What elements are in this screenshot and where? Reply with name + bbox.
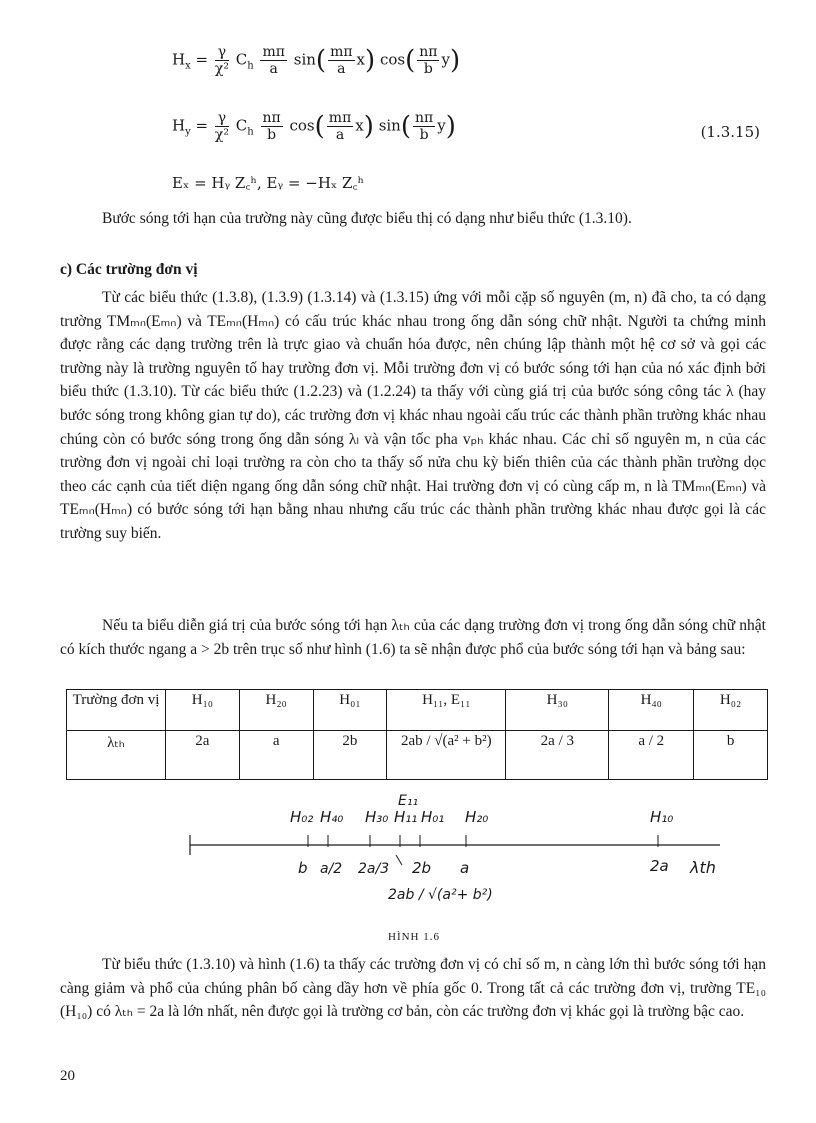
eq-hx-c-sub: h <box>247 60 254 72</box>
eq-hx-arg2-num: nπ <box>419 44 438 60</box>
equation-number: (1.3.15) <box>700 123 760 141</box>
label-h10: H₁₀ <box>650 808 674 826</box>
cutoff-table <box>66 689 768 780</box>
label-h11: H₁₁ <box>394 808 418 826</box>
table-cell: b <box>694 731 768 780</box>
label-h02: H₀₂ <box>290 808 314 826</box>
eq-hx-arg1-num: mπ <box>330 44 353 60</box>
eq-hy-arg2-den: b <box>419 127 429 143</box>
eq-hx-f1 <box>260 44 286 77</box>
eq-hy-paren-close-1: ) <box>363 111 374 142</box>
eq-hx-equals: = <box>195 50 209 69</box>
pointer-2ab <box>396 855 402 865</box>
eq-hy-coef-num: γ <box>215 110 229 127</box>
eq-hy-c-sub: h <box>247 126 254 138</box>
label-h20: H₂₀ <box>465 808 489 826</box>
eq-hx-f1-num: mπ <box>262 44 285 60</box>
label-b: b <box>298 859 308 877</box>
table-value-row <box>67 731 768 780</box>
equation-hx <box>172 44 460 77</box>
eq-hy-paren-close-2: ) <box>445 111 456 142</box>
label-h01: H₀₁ <box>421 808 445 826</box>
eq-hy-arg2-num: nπ <box>415 110 434 126</box>
paragraph-3: Nếu ta biểu diễn giá trị của bước sóng tới hạn λₜₕ của các dạng trường đơn vị trong ống dẫn sóng chữ nhật có kích thước ngang a > 2b trên trục số như hình (1.6) ta sẽ nhận được phổ của bước sóng tới hạn và bảng sau: <box>60 617 766 658</box>
table-cell: 2ab / √(a² + b²) <box>387 731 506 780</box>
eq-hx-sin: sin <box>293 50 316 69</box>
label-h40: H₄₀ <box>320 808 344 826</box>
eq-hx-paren-open-1: ( <box>315 45 327 76</box>
paragraph-4: Từ biểu thức (1.3.10) và hình (1.6) ta thấy các trường đơn vị có chỉ số m, n càng lớn thì bước sóng tới hạn càng giảm và phổ của chúng phân bố càng dầy hơn về phía gốc 0. Trong tất cả các trường đơn vị, trường TE₁₀ (H₁₀) có λₜₕ = 2a là lớn nhất, nên được gọi là trường cơ bản, còn các trường đơn vị khác gọi là trường bậc cao. <box>60 956 766 1021</box>
eq-hx-y: y <box>441 50 450 69</box>
table-cell: a / 2 <box>609 731 694 780</box>
table-cell: 2a <box>166 731 240 780</box>
eq-hy-paren-open-1: ( <box>314 111 325 142</box>
table-header-cell: H₁₀ <box>166 690 240 731</box>
table-header-row <box>67 690 768 731</box>
spectrum-figure <box>180 785 740 925</box>
paragraph-1: Bước sóng tới hạn của trường này cũng được biểu thị có dạng như biểu thức (1.3.10). <box>102 210 632 227</box>
table-cell: 2b <box>313 731 387 780</box>
eq-hy-arg1-den: a <box>335 127 345 143</box>
eq-hx-f1-den: a <box>269 61 278 77</box>
table-header-cell: H₄₀ <box>609 690 694 731</box>
equation-hy <box>172 110 456 143</box>
eq-hx-arg2 <box>417 44 439 77</box>
eq-hx-arg2-den: b <box>423 61 433 77</box>
paragraph-2: Từ các biểu thức (1.3.8), (1.3.9) (1.3.14) và (1.3.15) ứng với mỗi cặp số nguyên (m, n) đã cho, ta có dạng trường TMₘₙ(Eₘₙ) và TEₘₙ(Hₘₙ) có cấu trúc khác nhau trong ống dẫn sóng chữ nhật. Người ta chứng minh được rằng các dạng trường trên là trực giao và chuẩn hóa được, nên chúng lập thành một hệ cơ sở và gọi các trường này là trường nguyên tố hay trường đơn vị. Mỗi trường đơn vị có bước sóng tới hạn của nó xác định bởi biểu thức (1.3.10). Từ các biểu thức (1.2.23) và (1.2.24) ta thấy với cùng giá trị của bước sóng công tác λ (hay bước sóng trong không gian tự do), các trường đơn vị khác nhau ngoài cấu trúc các thành phần trường khác nhau chúng còn có bước sóng trong ống dẫn sóng λₗ và vận tốc pha vₚₕ khác nhau. Các chỉ số nguyên m, n của các trường đơn vị ngoài chỉ loại trường ra còn cho ta thấy số nửa chu kỳ biến thiên của các thành phần trường dọc theo các cạnh của tiết diện ngang ống dẫn sóng chữ nhật. Hai trường đơn vị có cùng cấp m, n là TMₘₙ(Eₘₙ) và TEₘₙ(Hₘₙ) có bước sóng tới hạn bằng nhau nhưng cấu trúc các thành phần trường khác nhau được gọi là các trường suy biến. <box>60 289 766 542</box>
eq-hy-c: C <box>235 116 248 135</box>
eq-hy-f1-den: b <box>267 127 277 143</box>
eq-hy-x: x <box>355 116 364 135</box>
label-2ab-expression: 2ab / √(a²+ b²) <box>388 887 493 903</box>
table-header-cell: H₂₀ <box>239 690 313 731</box>
axis-label-lambda-th: λth <box>690 858 716 877</box>
eq-hy-paren-open-2: ( <box>400 111 411 142</box>
eq-hy-lhs-sub: y <box>185 126 191 138</box>
eq-hx-x: x <box>356 50 366 69</box>
eq-hx-coef-den: χ² <box>214 61 229 77</box>
eq-hy-coef-den: χ² <box>214 127 229 143</box>
equation-e-line: Eₓ = Hᵧ Z꜀ʰ, Eᵧ = −Hₓ Z꜀ʰ <box>172 174 365 192</box>
table-header-cell: H₁₁, E₁₁ <box>387 690 506 731</box>
eq-hy-cos: cos <box>289 116 315 135</box>
eq-hx-lhs-sub: x <box>185 60 191 72</box>
table-header-cell: Trường đơn vị <box>67 690 166 731</box>
label-a-half: a/2 <box>320 861 343 877</box>
page-number: 20 <box>60 1068 75 1084</box>
eq-hx-paren-open-2: ( <box>405 45 416 76</box>
table-cell: 2a / 3 <box>506 731 609 780</box>
eq-hy-arg2 <box>413 110 435 143</box>
eq-hx-lhs: H <box>172 50 186 69</box>
eq-hx-paren-close-2: ) <box>449 45 461 76</box>
eq-hy-arg1-num: mπ <box>328 110 352 126</box>
eq-hy-equals: = <box>195 116 209 135</box>
label-2a-third: 2a/3 <box>358 861 390 877</box>
section-heading: c) Các trường đơn vị <box>60 261 198 278</box>
label-2a: 2a <box>650 857 669 875</box>
eq-hx-coef-num: γ <box>215 44 229 61</box>
label-a: a <box>460 859 470 877</box>
eq-hy-coef <box>215 110 229 143</box>
table-header-cell: H₀₂ <box>694 690 768 731</box>
eq-hx-paren-close-1: ) <box>365 45 376 76</box>
label-h30: H₃₀ <box>365 808 389 826</box>
eq-hy-sin: sin <box>378 116 401 135</box>
eq-hy-arg1 <box>327 110 353 143</box>
eq-hx-coef <box>215 44 229 77</box>
table-header-cell: H₀₁ <box>313 690 387 731</box>
eq-hx-c: C <box>235 50 248 69</box>
eq-hy-y: y <box>437 116 446 135</box>
eq-hx-cos: cos <box>379 50 406 69</box>
eq-hx-arg1-den: a <box>337 61 346 77</box>
eq-hy-lhs: H <box>172 116 186 135</box>
eq-hy-f1-num: nπ <box>262 110 281 126</box>
table-row-label: λₜₕ <box>67 731 166 780</box>
label-2b: 2b <box>412 859 432 877</box>
figure-caption: HÌNH 1.6 <box>388 931 440 943</box>
label-e11: E₁₁ <box>398 793 419 809</box>
eq-hx-arg1 <box>328 44 354 77</box>
table-cell: a <box>239 731 313 780</box>
table-header-cell: H₃₀ <box>506 690 609 731</box>
eq-hy-f1 <box>261 110 283 143</box>
